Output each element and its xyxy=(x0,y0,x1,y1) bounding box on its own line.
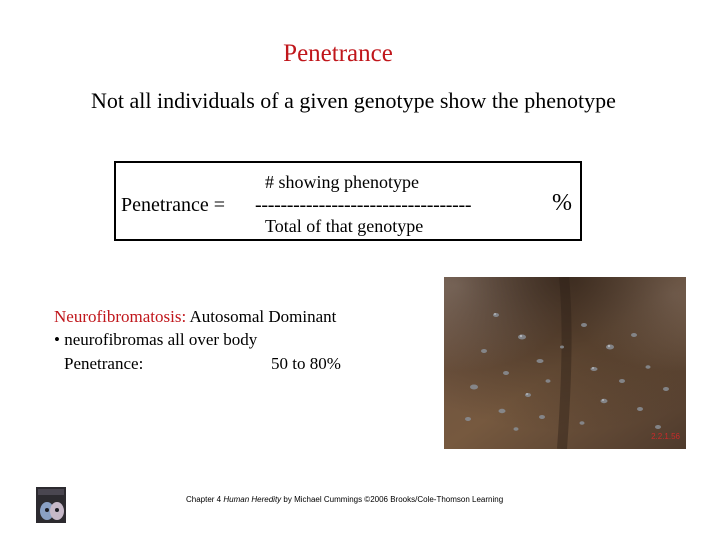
credit-book-title: Human Heredity xyxy=(223,495,282,504)
condition-label: Neurofibromatosis: xyxy=(54,307,187,326)
book-cover-graphic xyxy=(36,487,66,523)
inheritance-text: Autosomal Dominant xyxy=(186,307,337,326)
formula-percent-sign: % xyxy=(552,190,572,216)
credit-line xyxy=(186,495,503,504)
credit-suffix: by Michael Cummings ©2006 Brooks/Cole-Thomson Learning xyxy=(281,495,504,504)
penetrance-label: Penetrance: xyxy=(64,354,144,373)
photo-code-label: 2.2.1.56 xyxy=(651,432,680,441)
formula-fraction-bar: ---------------------------------- xyxy=(255,194,472,216)
skin-photo-graphic xyxy=(444,277,686,449)
book-cover-thumbnail xyxy=(36,487,66,523)
formula-denominator: Total of that genotype xyxy=(265,216,424,236)
slide-title: Penetrance xyxy=(283,40,393,67)
neurofibromatosis-photo xyxy=(444,277,686,449)
slide-subtitle: Not all individuals of a given genotype show the phenotype xyxy=(91,88,616,113)
symptom-bullet: • neurofibromas all over body xyxy=(54,330,258,349)
formula-numerator: # showing phenotype xyxy=(265,172,419,192)
condition-line xyxy=(54,307,336,327)
penetrance-value: 50 to 80% xyxy=(271,354,341,373)
credit-prefix: Chapter 4 xyxy=(186,495,224,504)
formula-lhs: Penetrance = xyxy=(121,194,226,216)
